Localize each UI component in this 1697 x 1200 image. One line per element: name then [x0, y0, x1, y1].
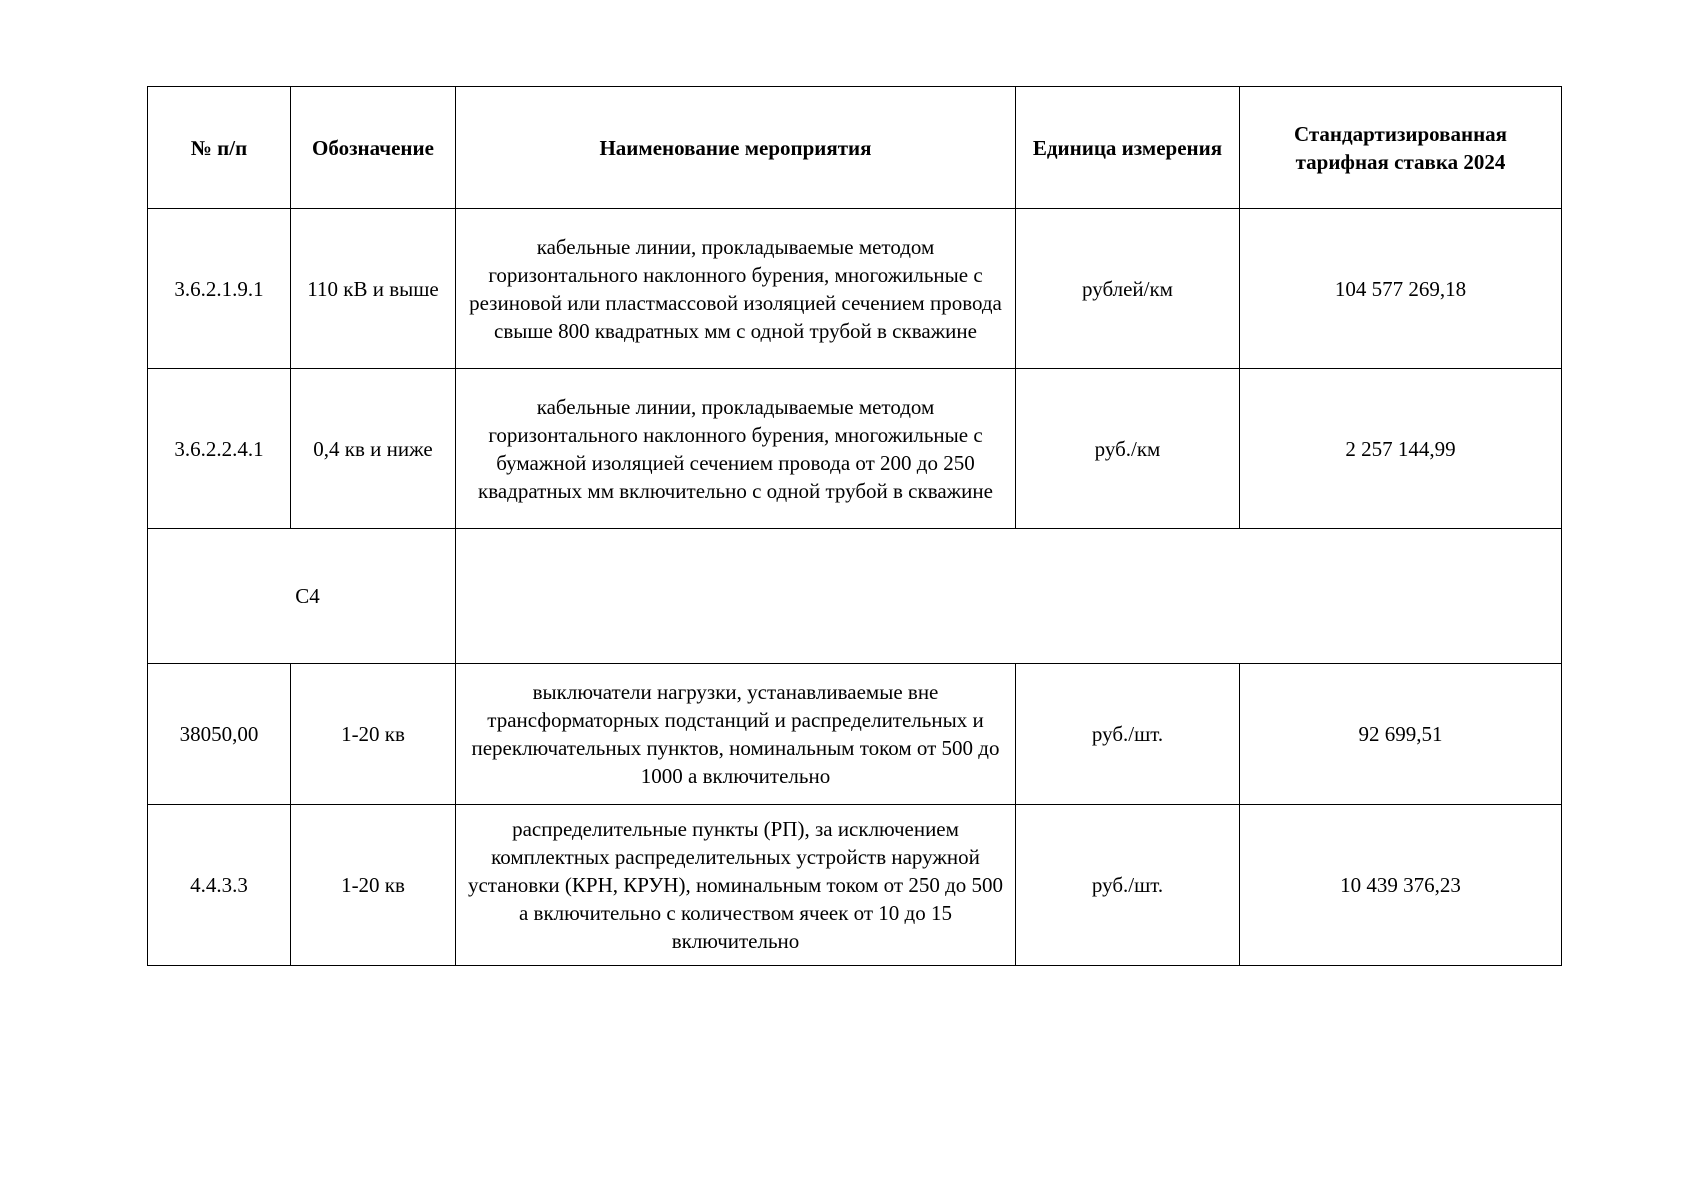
header-unit: Единица измерения: [1016, 87, 1240, 209]
cell-designation: 110 кВ и выше: [291, 209, 456, 369]
section-code-cell: [148, 529, 456, 664]
cell-name: кабельные линии, прокладываемые методом горизонтального наклонного бурения, многожильные с бумажной изоляцией сечением провода от 200 до 250 квадратных мм включительно с одной трубой в скважине: [456, 369, 1016, 529]
cell-name: выключатели нагрузки, устанавливаемые вне трансформаторных подстанций и распределительных и переключательных пунктов, номинальным током от 500 до 1000 а включительно: [456, 664, 1016, 805]
cell-name: распределительные пункты (РП), за исключением комплектных распределительных устройств наружной установки (КРН, КРУН), номинальным током от 250 до 500 а включительно с количеством ячеек от 10 до 15 включительно: [456, 805, 1016, 966]
cell-num: 3.6.2.2.4.1: [148, 369, 291, 529]
header-name: Наименование мероприятия: [456, 87, 1016, 209]
cell-unit: руб./шт.: [1016, 805, 1240, 966]
header-num: № п/п: [148, 87, 291, 209]
table-row: [148, 209, 1562, 369]
cell-rate: 2 257 144,99: [1240, 369, 1562, 529]
cell-unit: рублей/км: [1016, 209, 1240, 369]
section-code: С4: [295, 584, 320, 608]
cell-rate: 92 699,51: [1240, 664, 1562, 805]
cell-unit: руб./шт.: [1016, 664, 1240, 805]
cell-rate: 10 439 376,23: [1240, 805, 1562, 966]
cell-rate: 104 577 269,18: [1240, 209, 1562, 369]
tariff-table: [147, 86, 1562, 966]
cell-designation: 1-20 кв: [291, 664, 456, 805]
cell-unit: руб./км: [1016, 369, 1240, 529]
table-row: [148, 369, 1562, 529]
header-designation: Обозначение: [291, 87, 456, 209]
table-row: [148, 805, 1562, 966]
cell-num: 38050,00: [148, 664, 291, 805]
section-row: [148, 529, 1562, 664]
section-empty-cell: [456, 529, 1562, 664]
cell-name: кабельные линии, прокладываемые методом горизонтального наклонного бурения, многожильные с резиновой или пластмассовой изоляцией сечением провода свыше 800 квадратных мм с одной трубой в скважине: [456, 209, 1016, 369]
cell-designation: 1-20 кв: [291, 805, 456, 966]
header-rate: Стандартизированная тарифная ставка 2024: [1240, 87, 1562, 209]
table-header-row: [148, 87, 1562, 209]
table-row: [148, 664, 1562, 805]
cell-num: 4.4.3.3: [148, 805, 291, 966]
cell-designation: 0,4 кв и ниже: [291, 369, 456, 529]
cell-num: 3.6.2.1.9.1: [148, 209, 291, 369]
